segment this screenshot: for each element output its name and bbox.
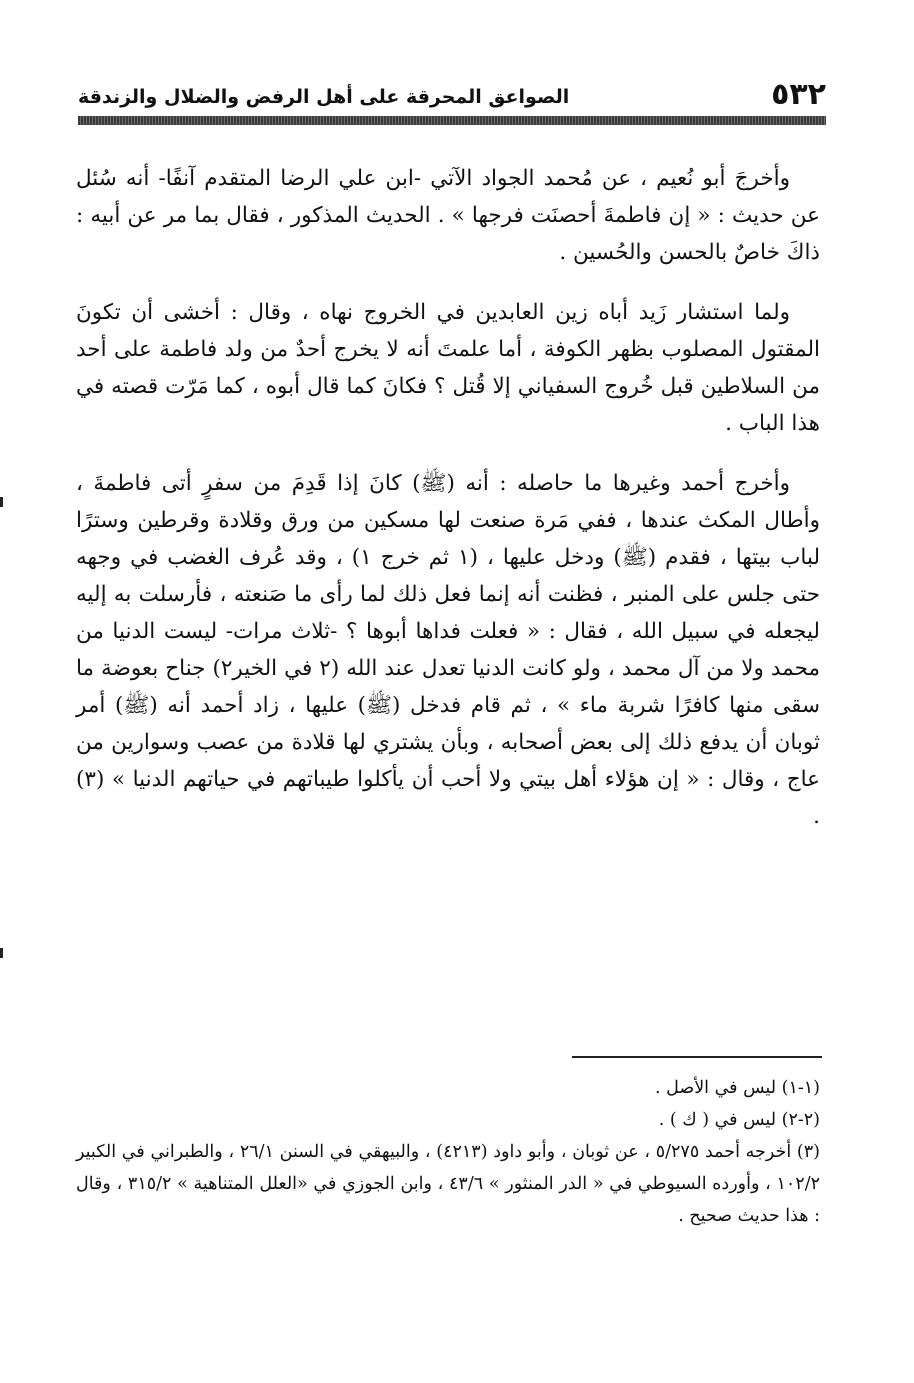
footnote: (٢-٢) ليس في ( ك ) . xyxy=(658,1110,820,1130)
footnote: (٣) أخرجه أحمد ٥/٢٧٥ ، عن ثوبان ، وأبو داود (٤٢١٣) ، والبيهقي في السنن ٢٦/١ ، والطبراني في الكبير ١٠٢/٢ ، وأورده السيوطي في « الدر المنثور » ٤٣/٦ ، وابن الجوزي في «العلل المتناهية » ٣١٥/٢ ، وقال : هذا حديث صحيح . xyxy=(76,1142,820,1226)
paragraph: وأخرجَ أبو نُعيم ، عن مُحمد الجواد الآتي -ابن علي الرضا المتقدم آنفًا- أنه سُئل عن حديث : « إن فاطمةَ أحصنَت فرجها » . الحديث المذكور ، فقال بما مر عن أبيه : ذاكَ خاصٌ بالحسن والحُسين . xyxy=(76,166,820,265)
main-text xyxy=(76,160,820,858)
page-header xyxy=(78,72,826,112)
running-title: الصواعق المحرقة على أهل الرفض والضلال والزندقة xyxy=(78,86,570,108)
scan-edge-mark xyxy=(0,948,3,958)
header-divider xyxy=(78,116,826,125)
footnote-divider xyxy=(572,1056,822,1058)
paragraph: وأخرج أحمد وغيرها ما حاصله : أنه (ﷺ) كانَ إذا قَدِمَ من سفرٍ أتى فاطمةَ ، وأطال المكث عندها ، ففي مَرة صنعت لها مسكين من ورق وقلادة وقرطين وسترًا لباب بيتها ، فقدم (ﷺ) ودخل عليها ، (١ ثم خرج ١) ، وقد عُرف الغضب في وجهه حتى جلس على المنبر ، فظنت أنه إنما فعل ذلك لما رأى ما صَنعته ، فأرسلت به إليه ليجعله في سبيل الله ، فقال : « فعلت فداها أبوها ؟ -ثلاث مرات- ليست الدنيا من محمد ولا من آل محمد ، ولو كانت الدنيا تعدل عند الله (٢ في الخير٢) جناح بعوضة ما سقى منها كافرًا شربة ماء » ، ثم قام فدخل (ﷺ) عليها ، زاد أحمد أنه (ﷺ) أمر ثوبان أن يدفع ذلك إلى بعض أصحابه ، وبأن يشتري لها قلادة من عصب وسوارين من عاج ، وقال : « إن هؤلاء أهل بيتي ولا أحب أن يأكلوا طيباتهم في حياتهم الدنيا » (٣) . xyxy=(76,471,820,829)
footnotes xyxy=(76,1072,820,1232)
footnote: (١-١) ليس في الأصل . xyxy=(654,1078,820,1098)
paragraph: ولما استشار زَيد أباه زين العابدين في الخروج نهاه ، وقال : أخشى أن تكونَ المقتول المصلوب بظهر الكوفة ، أما علمتَ أنه لا يخرج أحدٌ من ولد فاطمة على أحد من السلاطين قبل خُروج السفياني إلا قُتل ؟ فكانَ كما قال أبوه ، كما مَرّت قصته في هذا الباب . xyxy=(76,300,820,436)
scan-edge-mark xyxy=(0,497,3,507)
page-number: ٥٣٢ xyxy=(771,77,826,112)
